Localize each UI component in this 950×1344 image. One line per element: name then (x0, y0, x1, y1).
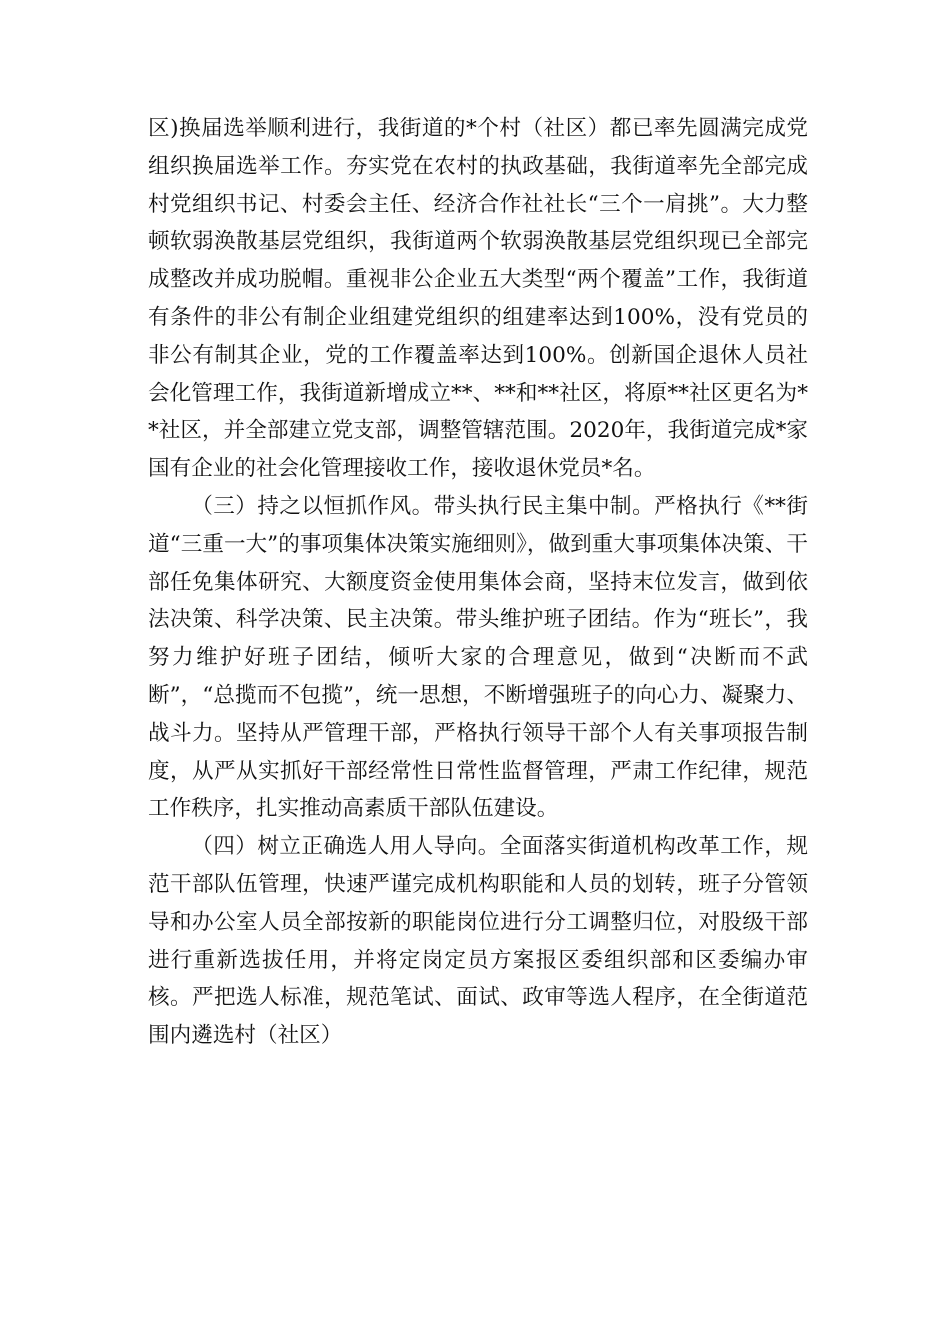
paragraph-1: 区)换届选举顺利进行，我街道的*个村（社区）都已率先圆满完成党组织换届选举工作。夯实党在农村的执政基础，我街道率先全部完成村党组织书记、村委会主任、经济合作社社长“三个一肩挑”。大力整顿软弱涣散基层党组织，我街道两个软弱涣散基层党组织现已全部完成整改并成功脱帽。重视非公企业五大类型“两个覆盖”工作，我街道有条件的非公有制企业组建党组织的组建率达到100%，没有党员的非公有制其企业，党的工作覆盖率达到100%。创新国企退休人员社会化管理工作，我街道新增成立**、**和**社区，将原**社区更名为**社区，并全部建立党支部，调整管辖范围。2020年，我街道完成*家国有企业的社会化管理接收工作，接收退休党员*名。 (148, 116, 808, 482)
paragraph-3: （四）树立正确选人用人导向。全面落实街道机构改革工作，规范干部队伍管理，快速严谨完成机构职能和人员的划转，班子分管领导和办公室人员全部按新的职能岗位进行分工调整归位，对股级干部进行重新选拔任用，并将定岗定员方案报区委组织部和区委编办审核。严把选人标准，规范笔试、面试、政审等选人程序，在全街道范围内遴选村（社区） (148, 834, 808, 1049)
document-page (148, 110, 808, 1055)
paragraph-2: （三）持之以恒抓作风。带头执行民主集中制。严格执行《**街道“三重一大”的事项集体决策实施细则》，做到重大事项集体决策、干部任免集体研究、大额度资金使用集体会商，坚持末位发言，做到依法决策、科学决策、民主决策。带头维护班子团结。作为“班长”，我努力维护好班子团结，倾听大家的合理意见，做到“决断而不武断”，“总揽而不包揽”，统一思想，不断增强班子的向心力、凝聚力、战斗力。坚持从严管理干部，严格执行领导干部个人有关事项报告制度，从严从实抓好干部经常性日常性监督管理，严肃工作纪律，规范工作秩序，扎实推动高素质干部队伍建设。 (148, 493, 808, 822)
